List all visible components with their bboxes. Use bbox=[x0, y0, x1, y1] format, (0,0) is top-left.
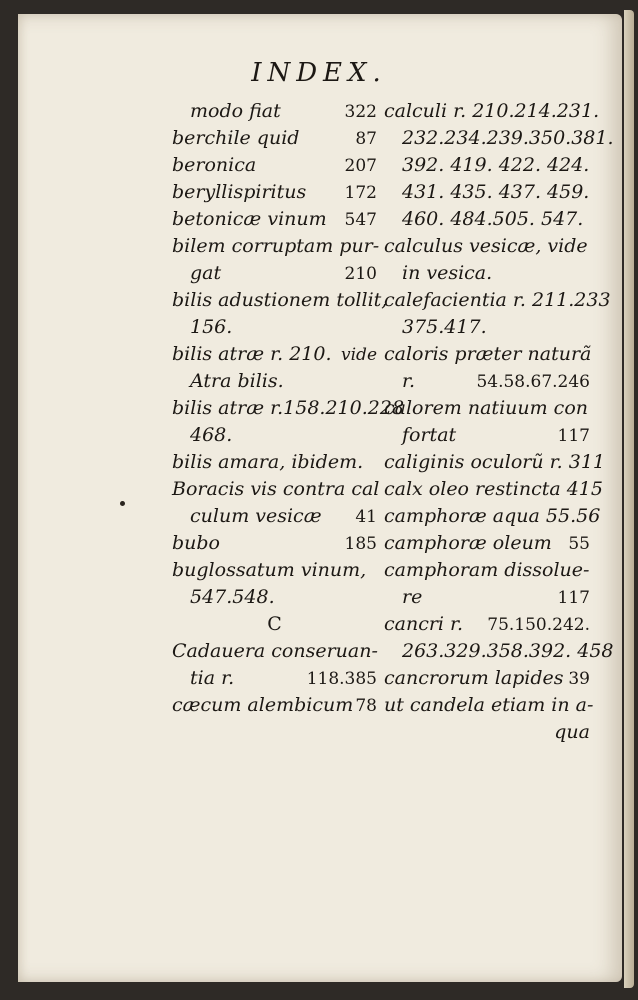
index-entry-text: re bbox=[402, 586, 423, 608]
index-entry bbox=[172, 233, 380, 260]
index-entry bbox=[172, 287, 388, 314]
index-entry-text: 431. 435. 437. 459. bbox=[402, 181, 590, 203]
index-entry-text: calculi r. 210.214.231. bbox=[384, 100, 600, 122]
index-entry-page-ref: 322 bbox=[344, 102, 377, 122]
index-entry-text: fortat bbox=[402, 424, 457, 446]
index-entry bbox=[172, 665, 377, 692]
index-entry-page-ref: 207 bbox=[344, 156, 377, 176]
index-entry-text: calorem natiuum con bbox=[384, 397, 588, 419]
index-entry-text: C bbox=[267, 613, 282, 635]
index-entry-text: cancri r. bbox=[384, 613, 464, 635]
index-entry-text: modo fiat bbox=[190, 100, 281, 122]
index-entry-text: 460. 484.505. 547. bbox=[402, 208, 584, 230]
index-entry bbox=[384, 503, 601, 530]
index-entry-text: qua bbox=[554, 721, 590, 743]
index-entry-text: 263.329.358.392. 458 bbox=[402, 640, 614, 662]
index-entry bbox=[384, 665, 590, 692]
index-entry-text: Atra bilis. bbox=[190, 370, 284, 392]
page-title: INDEX. bbox=[251, 58, 387, 88]
index-entry-text: beryllispiritus bbox=[172, 181, 307, 203]
index-entry bbox=[172, 98, 377, 125]
index-entry-page-ref: 117 bbox=[557, 426, 590, 446]
index-entry bbox=[384, 314, 590, 341]
index-entry-text: tia r. bbox=[190, 667, 235, 689]
index-entry bbox=[172, 422, 377, 449]
index-entry-page-ref: vide bbox=[341, 345, 377, 365]
index-entry bbox=[384, 449, 605, 476]
index-entry-page-ref: 172 bbox=[344, 183, 377, 203]
index-entry-text: camphoram dissolue- bbox=[384, 559, 590, 581]
index-entry-text: 392. 419. 422. 424. bbox=[402, 154, 590, 176]
index-entry bbox=[384, 584, 590, 611]
index-entry bbox=[384, 179, 590, 206]
page-edge bbox=[624, 10, 634, 988]
index-entry-text: in vesica. bbox=[402, 262, 493, 284]
index-entry bbox=[172, 476, 380, 503]
index-entry-text: 547.548. bbox=[190, 586, 275, 608]
index-entry bbox=[172, 584, 377, 611]
index-entry bbox=[172, 179, 377, 206]
index-entry-text: bilem corruptam pur- bbox=[172, 235, 380, 257]
index-entry-text: calx oleo restincta 415 bbox=[384, 478, 603, 500]
index-entry bbox=[172, 395, 405, 422]
index-entry-text: caloris præter naturã bbox=[384, 343, 592, 365]
index-entry bbox=[384, 611, 590, 638]
index-entry-text: r. bbox=[402, 370, 416, 392]
index-entry bbox=[384, 152, 590, 179]
index-entry-text: 468. bbox=[190, 424, 233, 446]
index-entry bbox=[172, 503, 377, 530]
index-entry bbox=[384, 638, 614, 665]
index-entry bbox=[172, 611, 377, 638]
index-entry-page-ref: 547 bbox=[344, 210, 377, 230]
index-entry bbox=[172, 692, 377, 719]
index-entry bbox=[384, 260, 590, 287]
index-entry-text: Boracis vis contra cal bbox=[172, 478, 380, 500]
index-entry-text: calculus vesicæ, vide bbox=[384, 235, 588, 257]
index-entry-page-ref: 54.58.67.246 bbox=[476, 372, 590, 392]
index-entry bbox=[384, 206, 590, 233]
margin-dot bbox=[120, 501, 125, 506]
index-entry-text: caliginis oculorũ r. 311 bbox=[384, 451, 605, 473]
index-entry-text: beronica bbox=[172, 154, 257, 176]
index-entry bbox=[172, 152, 377, 179]
left-index-column bbox=[172, 98, 405, 719]
index-entry bbox=[384, 692, 594, 719]
index-entry bbox=[172, 368, 377, 395]
index-entry bbox=[384, 98, 600, 125]
index-entry bbox=[384, 530, 590, 557]
index-entry bbox=[172, 125, 377, 152]
index-entry-text: gat bbox=[190, 262, 222, 284]
index-entry-page-ref: 87 bbox=[355, 129, 377, 149]
index-entry-page-ref: 118.385 bbox=[306, 669, 377, 689]
index-entry-text: bilis adustionem tollit, bbox=[172, 289, 388, 311]
index-entry-page-ref: 210 bbox=[344, 264, 377, 284]
index-entry bbox=[384, 341, 590, 368]
index-entry bbox=[384, 233, 590, 260]
index-entry bbox=[384, 125, 614, 152]
index-entry-page-ref: 185 bbox=[344, 534, 377, 554]
index-entry bbox=[172, 314, 377, 341]
index-entry-text: bubo bbox=[172, 532, 221, 554]
index-entry-text: 232.234.239.350.381. bbox=[402, 127, 614, 149]
index-entry-text: camphoræ aqua 55.56 bbox=[384, 505, 601, 527]
index-entry bbox=[172, 341, 377, 368]
index-entry bbox=[172, 557, 377, 584]
index-entry-text: 375.417. bbox=[402, 316, 487, 338]
index-entry-text: Cadauera conseruan- bbox=[172, 640, 378, 662]
index-entry bbox=[172, 638, 377, 665]
index-entry-text: berchile quid bbox=[172, 127, 300, 149]
index-entry-text: bilis atræ r.158.210.228 bbox=[172, 397, 405, 419]
index-entry-text: cancrorum lapides bbox=[384, 667, 564, 689]
index-entry-text: culum vesicæ bbox=[190, 505, 322, 527]
index-entry-page-ref: 117 bbox=[557, 588, 590, 608]
index-entry-text: bilis atræ r. 210. bbox=[172, 343, 332, 365]
index-entry bbox=[384, 719, 590, 746]
index-entry bbox=[172, 449, 377, 476]
index-entry-page-ref: 78 bbox=[355, 696, 377, 716]
index-entry-text: calefacientia r. 211.233 bbox=[384, 289, 611, 311]
index-entry-text: camphoræ oleum bbox=[384, 532, 552, 554]
index-entry-page-ref: 75.150.242. bbox=[487, 615, 590, 635]
index-entry bbox=[384, 368, 590, 395]
index-entry-text: 156. bbox=[190, 316, 233, 338]
index-entry bbox=[384, 287, 611, 314]
index-entry-text: bilis amara, ibidem. bbox=[172, 451, 364, 473]
index-entry bbox=[384, 476, 603, 503]
index-entry-page-ref: 55 bbox=[568, 534, 590, 554]
index-entry bbox=[384, 395, 590, 422]
index-entry bbox=[384, 422, 590, 449]
index-entry-page-ref: 39 bbox=[568, 669, 590, 689]
index-entry-page-ref: 41 bbox=[355, 507, 377, 527]
index-entry-text: ut candela etiam in a- bbox=[384, 694, 594, 716]
index-entry bbox=[172, 530, 377, 557]
index-entry bbox=[172, 260, 377, 287]
index-entry bbox=[172, 206, 377, 233]
right-index-column bbox=[384, 98, 614, 746]
index-entry-text: betonicæ vinum bbox=[172, 208, 327, 230]
index-entry bbox=[384, 557, 590, 584]
index-entry-text: buglossatum vinum, bbox=[172, 559, 367, 581]
index-entry-text: cæcum alembicum bbox=[172, 694, 354, 716]
